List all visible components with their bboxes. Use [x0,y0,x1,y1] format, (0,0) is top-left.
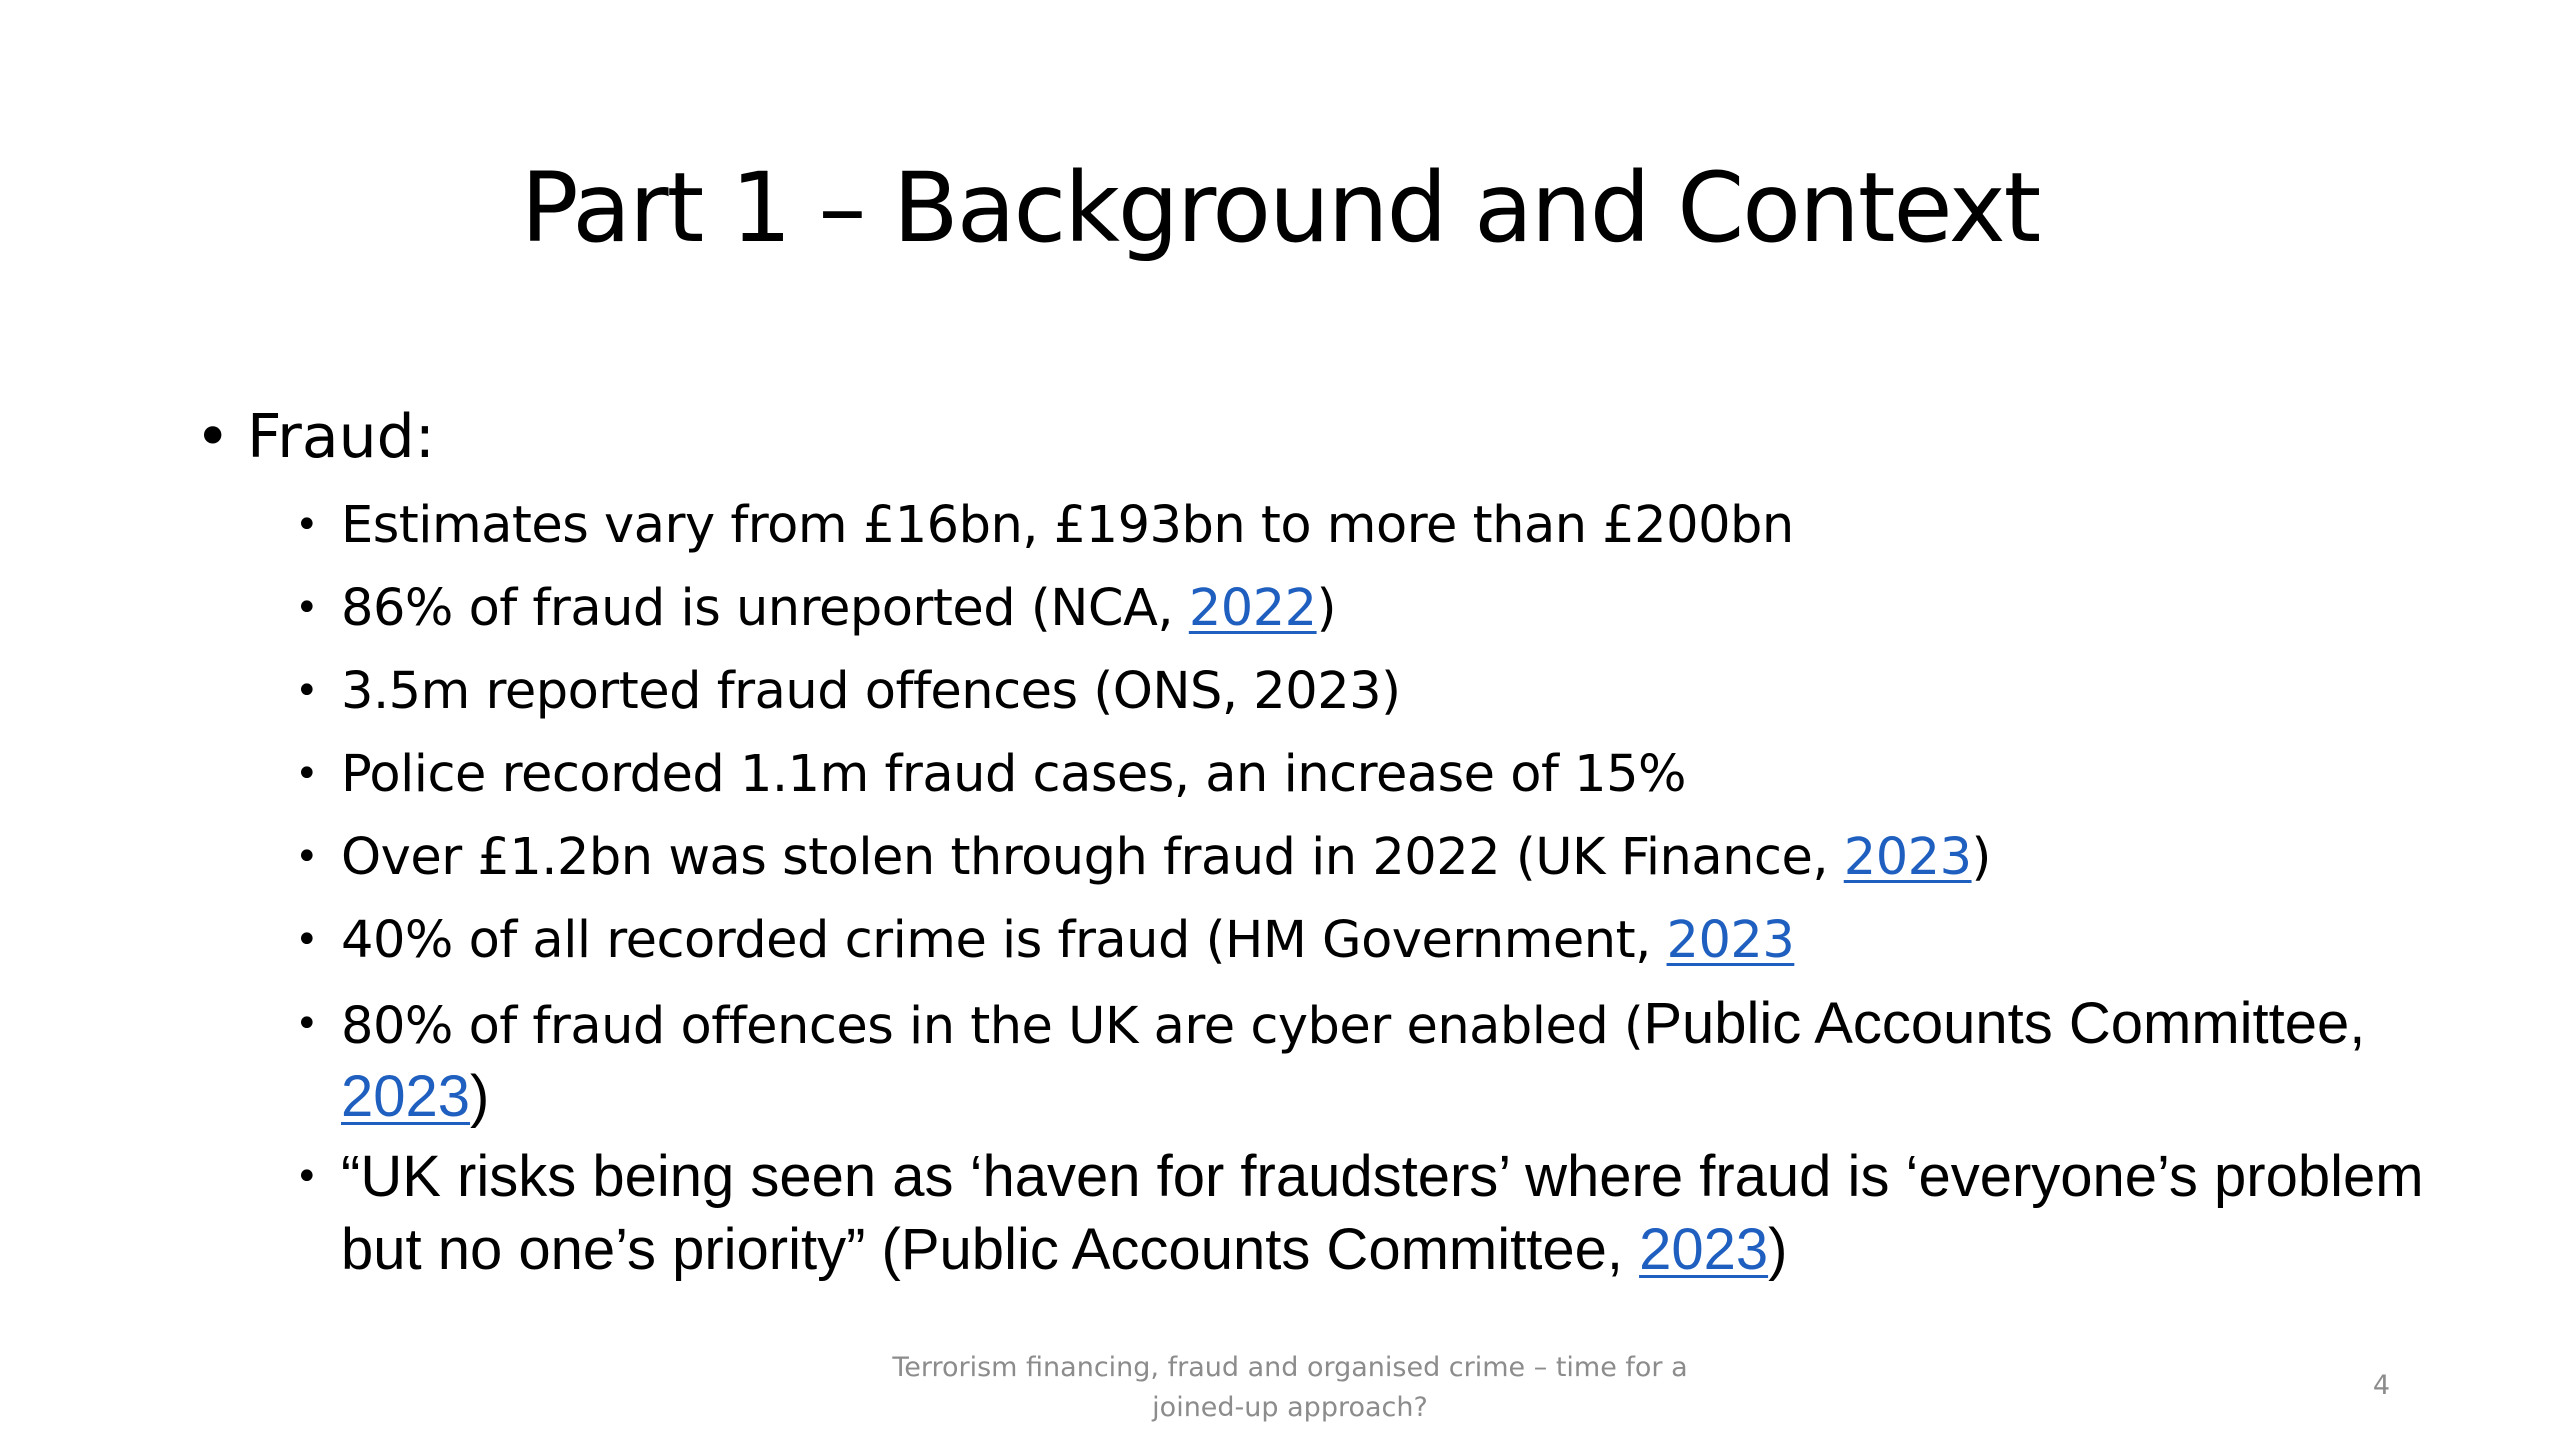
source-link-hm-government-2023[interactable]: 2023 [1666,911,1795,970]
item-text: Estimates vary from £16bn, £193bn to more than £200bn [341,496,1794,555]
item-text-end: ) [470,1064,490,1129]
bullet-fraud [195,392,2425,482]
item-text: Over £1.2bn was stolen through fraud in 2022 (UK Finance, [341,828,1844,887]
list-item-unreported [295,567,2425,650]
list-item-police-recorded [295,733,2425,816]
section-heading: Fraud: [247,402,435,472]
bullet-icon: • [195,402,231,472]
fraud-sub-list [295,484,2425,1288]
list-item-recorded-crime [295,899,2425,982]
list-item-stolen [295,816,2425,899]
item-text: 3.5m reported fraud offences (ONS, 2023) [341,662,1401,721]
item-quote-text: “UK risks being seen as ‘haven for fraudsters’ where fraud is ‘everyone’s problem but no one’s priority” (Public Accounts Committee, [341,1144,2424,1282]
source-link-pac-2023-quote[interactable]: 2023 [1639,1217,1769,1282]
item-text-end: ) [1768,1217,1788,1282]
item-text-end: ) [1316,579,1337,638]
source-link-pac-2023[interactable]: 2023 [341,1064,471,1129]
item-text: 40% of all recorded crime is fraud (HM Government, [341,911,1667,970]
list-item-estimates [295,484,2425,567]
item-text: 86% of fraud is unreported (NCA, [341,579,1189,638]
bullet-icon: • [295,1154,319,1200]
list-item-reported-offences [295,650,2425,733]
bullet-icon: • [295,834,319,880]
source-link-uk-finance-2023[interactable]: 2023 [1843,828,1972,887]
footer-text: Terrorism financing, fraud and organised crime – time for a joined-up approach? [892,1352,1688,1423]
item-text: 80% of fraud offences in the UK are cyber enabled ( [341,997,1644,1056]
bullet-icon: • [295,751,319,797]
page-number: 4 [2372,1370,2390,1401]
bullet-icon: • [295,502,319,548]
item-text-committee: Public Accounts Committee, [1643,991,2366,1056]
source-link-nca-2022[interactable]: 2022 [1188,579,1317,638]
list-item-cyber-enabled [295,989,2425,1135]
slide-title: Part 1 – Background and Context [520,152,2040,264]
bullet-icon: • [295,585,319,631]
slide-body [195,392,2425,1295]
bullet-icon: • [295,917,319,963]
item-text: Police recorded 1.1m fraud cases, an increase of 15% [341,745,1686,804]
bullet-icon: • [295,1001,319,1047]
item-text-end: ) [1971,828,1991,887]
list-item-quote [295,1142,2425,1288]
bullet-icon: • [295,668,319,714]
